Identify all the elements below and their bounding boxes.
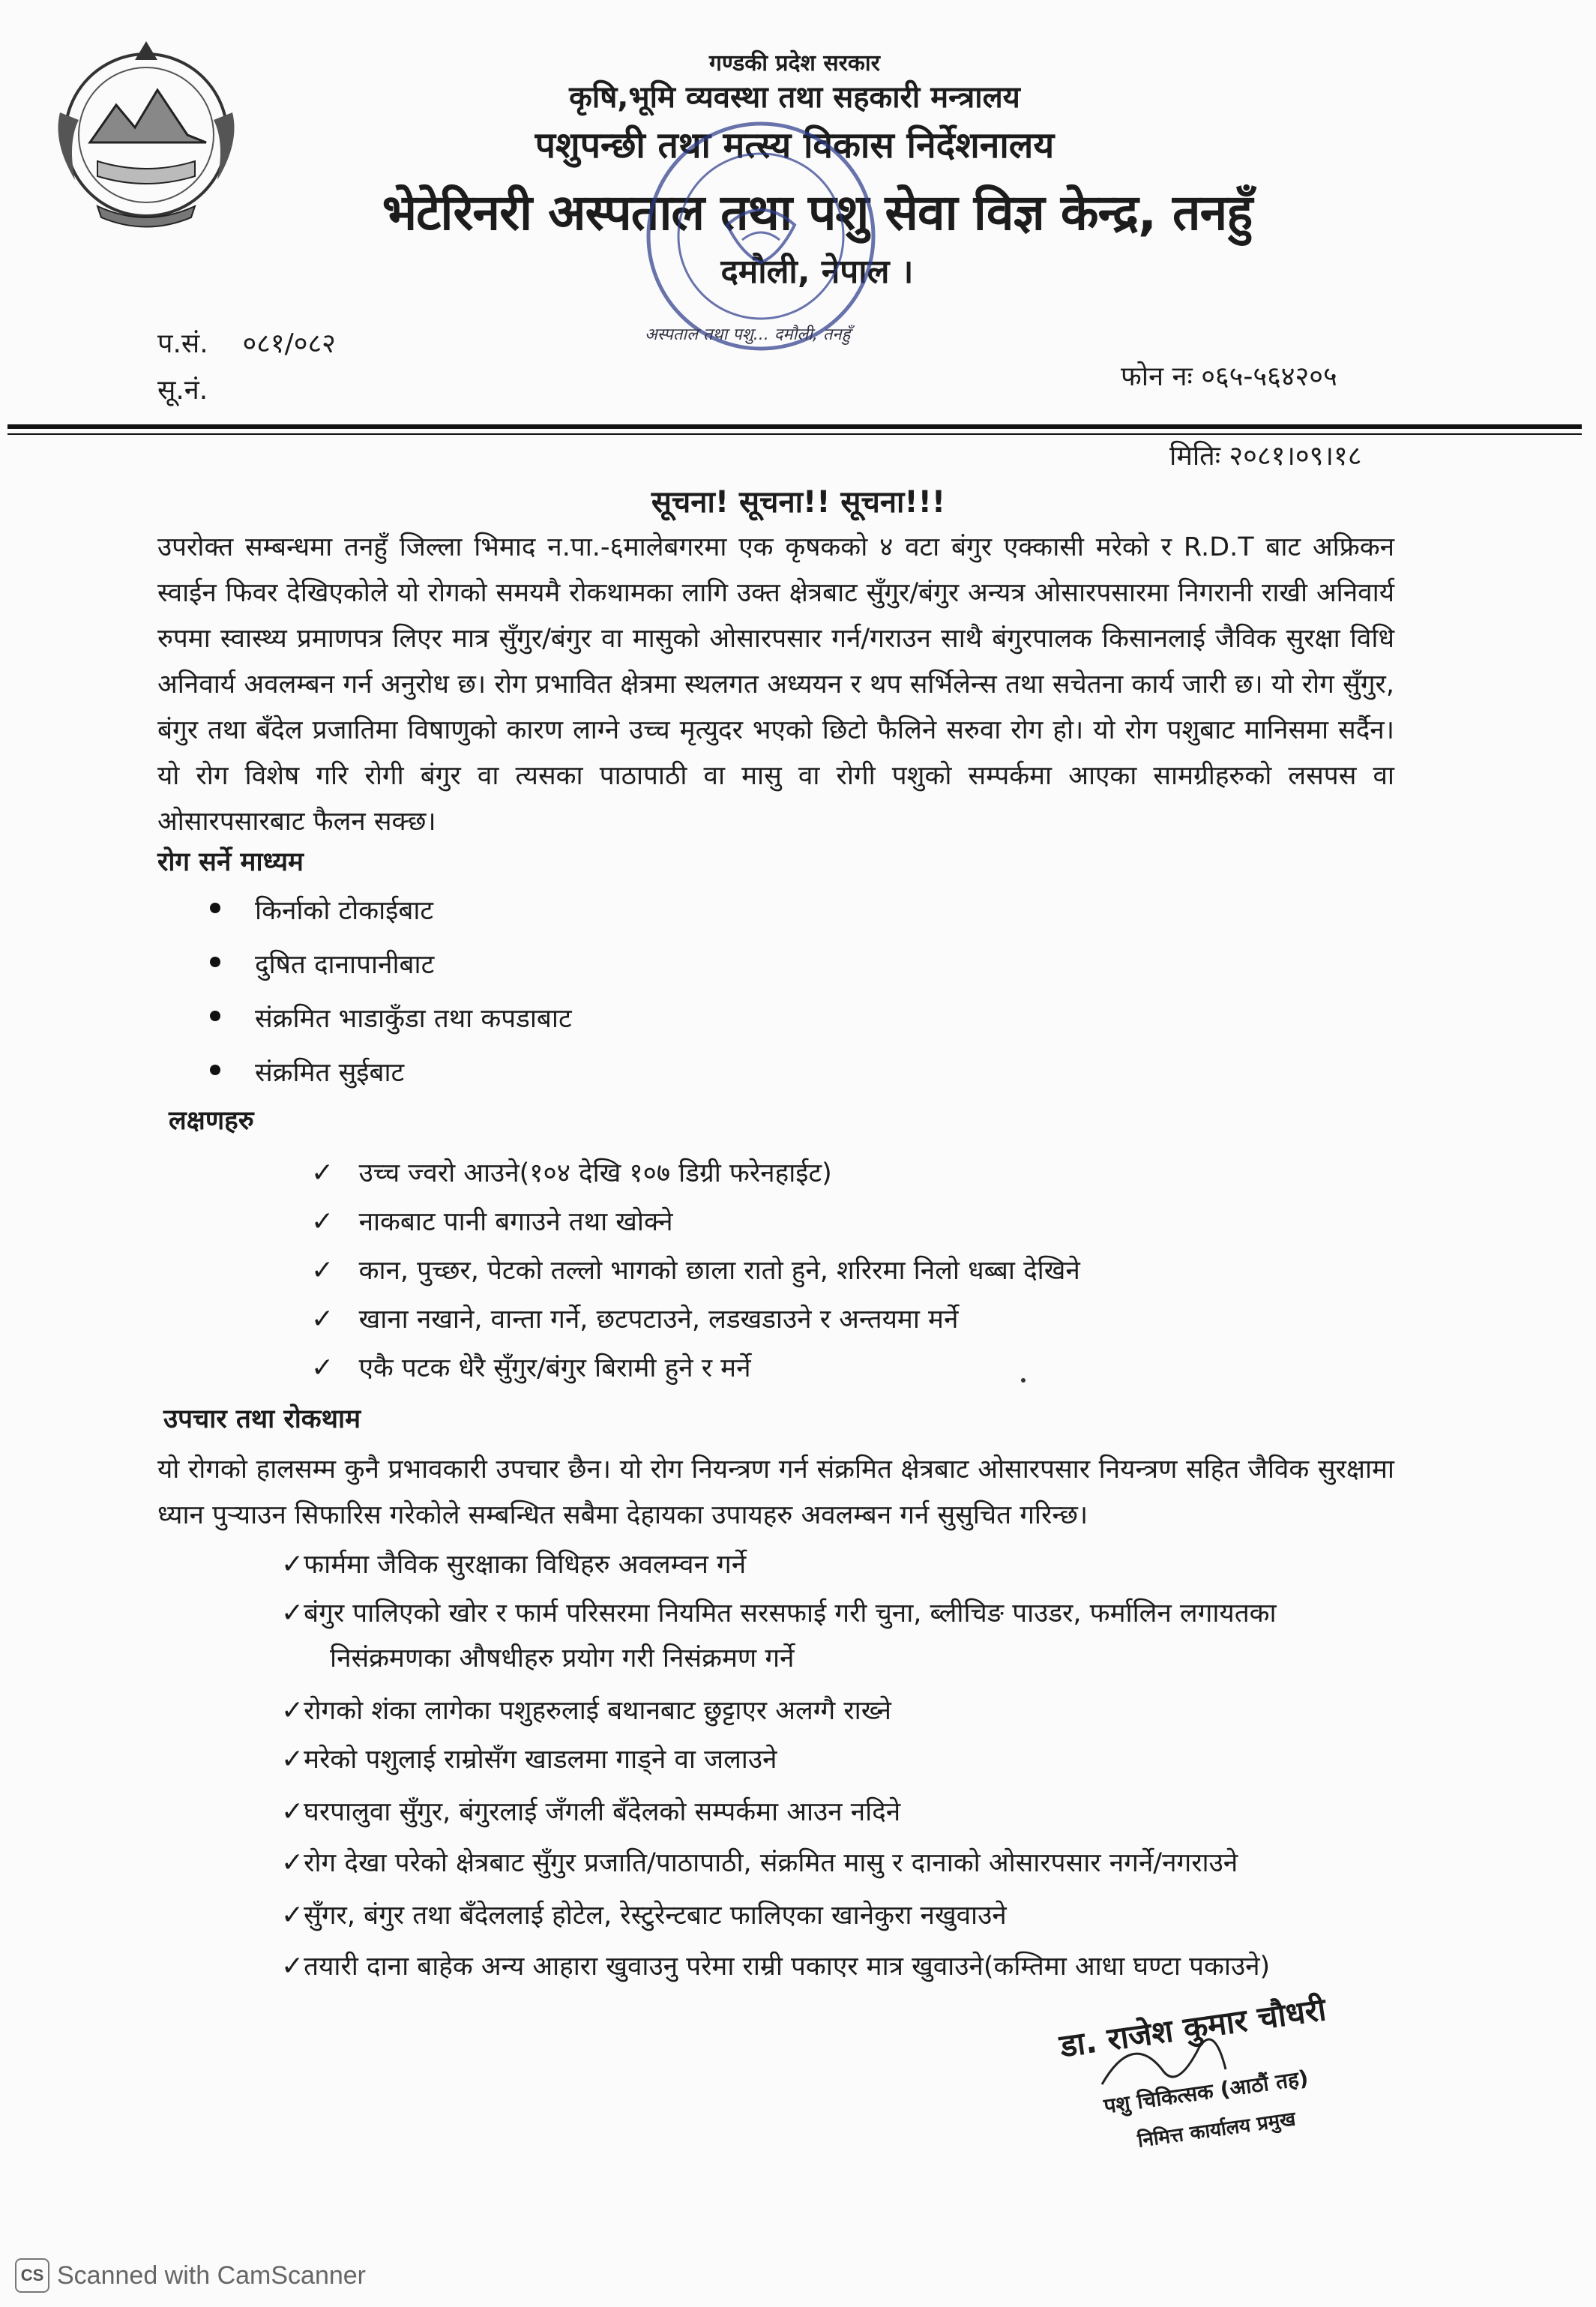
list-item-continuation: निसंक्रमणका औषधीहरु प्रयोग गरी निसंक्रमण गर्ने xyxy=(330,1643,795,1673)
signatory-role: निमित्त कार्यालय प्रमुख xyxy=(1136,2108,1298,2153)
scanner-watermark xyxy=(15,2258,366,2293)
header-divider xyxy=(7,424,1582,429)
checkmark-icon: ✓ xyxy=(281,1951,304,1982)
phone-number: फोन नः ०६५-५६४२०५ xyxy=(1121,361,1337,392)
checkmark-icon: ✓ xyxy=(311,1255,334,1286)
treatment-paragraph: यो रोगको हालसम्म कुनै प्रभावकारी उपचार छैन। यो रोग नियन्त्रण गर्न संक्रमित क्षेत्रबाट ओसारपसार नियन्त्रण सहित जैविक सुरक्षामा ध्यान पुऱ्याउन सिफारिस गरेकोले सम्बन्धित सबैमा देहायका उपायहरु अवलम्बन गर्न सुसुचित गरिन्छ। xyxy=(157,1455,1394,1530)
camscanner-logo-icon: CS xyxy=(15,2258,49,2293)
government-name: गण्डकी प्रदेश सरकार xyxy=(709,50,880,76)
registration-label: सू.नं. xyxy=(157,375,208,406)
notice-title: सूचना! सूचना!! सूचना!!! xyxy=(651,485,946,520)
list-item: ✓ एकै पटक धेरै सुँगुर/बंगुर बिरामी हुने र मर्ने xyxy=(311,1353,751,1383)
list-item: ✓ उच्च ज्वरो आउने(१०४ देखि १०७ डिग्री फरेनहाईट) xyxy=(311,1158,832,1188)
signatory-name: डा. राजेश कुमार चौधरी xyxy=(1057,1991,1328,2065)
checkmark-icon: ✓ xyxy=(281,1900,304,1931)
list-item: ✓मरेको पशुलाई राम्रोसँग खाडलमा गाड्ने वा जलाउने xyxy=(281,1744,777,1775)
intro-paragraph: उपरोक्त सम्बन्धमा तनहुँ जिल्ला भिमाद न.पा.-६मालेबगरमा एक कृषकको ४ वटा बंगुर एक्कासी मरेको र R.D.T बाट अफ्रिकन स्वाईन फिवर देखिएकोले यो रोगको समयमै रोकथामका लागि उक्त क्षेत्रबाट सुँगुर/बंगुर अन्यत्र ओसारपसारमा निगरानी राखी अनिवार्य रुपमा स्वास्थ्य प्रमाणपत्र लिएर मात्र सुँगुर/बंगुर वा मासुको ओसारपसार गर्न/गराउन साथै बंगुरपालक किसानलाई जैविक सुरक्षा विधि अनिवार्य अवलम्बन गर्न अनुरोध छ। रोग प्रभावित क्षेत्रमा स्थलगत अध्ययन र थप सर्भिलेन्स तथा सचेतना कार्य जारी छ। यो रोग सुँगुर, बंगुर तथा बँदेल प्रजातिमा विषाणुको कारण लाग्ने उच्च मृत्युदर भएको छिटो फैलिने सरुवा रोग हो। यो रोग पशुबाट मानिसमा सर्दैन। यो रोग विशेष गरि रोगी बंगुर वा त्यसका पाठापाठी वा मासु वा रोगी पशुको सम्पर्कमा आएका सामग्रीहरुको लसपस वा ओसारपसारबाट फैलन सक्छ। xyxy=(157,532,1394,837)
spread-list: किर्नाको टोकाईबाट दुषित दानापानीबाट संक्रमित भाडाकुँडा तथा कपडाबाट संक्रमित सुईबाट xyxy=(210,892,1334,1087)
list-item: ✓तयारी दाना बाहेक अन्य आहारा खुवाउनु परेमा राम्री पकाएर मात्र खुवाउने(कम्तिमा आधा घण्टा पकाउने) xyxy=(281,1951,1271,1982)
list-item: ✓घरपालुवा सुँगुर, बंगुरलाई जँगली बँदेलको सम्पर्कमा आउन नदिने xyxy=(281,1796,901,1827)
checkmark-icon: ✓ xyxy=(281,1695,304,1726)
checkmark-icon: ✓ xyxy=(311,1353,334,1383)
list-item: ✓ खाना नखाने, वान्ता गर्ने, छटपटाउने, लडखडाउने र अन्तयमा मर्ने xyxy=(311,1304,959,1335)
checkmark-icon: ✓ xyxy=(311,1206,334,1237)
signatory-title: पशु चिकित्सक (आठौं तह) xyxy=(1102,2065,1310,2119)
list-item: ✓सुँगर, बंगुर तथा बँदेललाई होटेल, रेस्टुरेन्टबाट फालिएका खानेकुरा नखुवाउने xyxy=(281,1900,1007,1931)
bullet-icon xyxy=(210,903,220,913)
bullet-icon xyxy=(210,1011,220,1021)
checkmark-icon: ✓ xyxy=(281,1549,304,1580)
header-divider-thin xyxy=(7,433,1582,435)
ink-dot xyxy=(1021,1378,1026,1383)
reference-number xyxy=(157,324,336,361)
office-name: भेटेरिनरी अस्पताल तथा पशु सेवा विज्ञ केन्द्र, तनहुँ xyxy=(382,184,1253,241)
checkmark-icon: ✓ xyxy=(281,1796,304,1827)
list-item: ✓ कान, पुच्छर, पेटको तल्लो भागको छाला रातो हुने, शरिरमा निलो धब्बा देखिने xyxy=(311,1255,1080,1286)
treatment-heading: उपचार तथा रोकथाम xyxy=(163,1404,361,1434)
spread-heading: रोग सर्ने माध्यम xyxy=(157,847,304,877)
list-item: ✓फार्ममा जैविक सुरक्षाका विधिहरु अवलम्वन गर्ने xyxy=(281,1549,747,1580)
checkmark-icon: ✓ xyxy=(281,1744,304,1775)
reference-label: प.सं. xyxy=(157,328,208,359)
symptoms-heading: लक्षणहरु xyxy=(169,1106,254,1136)
checkmark-icon: ✓ xyxy=(281,1847,304,1878)
list-item: ✓बंगुर पालिएको खोर र फार्म परिसरमा नियमित सरसफाई गरी चुना, ब्लीचिङ पाउडर, फर्मालिन लगायतका xyxy=(281,1598,1277,1628)
document-date: मितिः २०८१।०९।१८ xyxy=(1169,441,1362,472)
bullet-icon xyxy=(210,1065,220,1075)
reference-value: ०८१/०८२ xyxy=(242,328,336,359)
checkmark-icon: ✓ xyxy=(311,1158,334,1188)
list-item: ✓ नाकबाट पानी बगाउने तथा खोक्ने xyxy=(311,1206,673,1237)
directorate-name: पशुपन्छी तथा मत्स्य विकास निर्देशनालय xyxy=(534,124,1055,166)
checkmark-icon: ✓ xyxy=(281,1598,304,1628)
checkmark-icon: ✓ xyxy=(311,1304,334,1335)
bullet-icon xyxy=(210,957,220,967)
ministry-name: कृषि,भूमि व्यवस्था तथा सहकारी मन्त्रालय xyxy=(569,80,1020,115)
office-address: दमौली, नेपाल । xyxy=(720,253,914,291)
list-item: ✓रोगको शंका लागेका पशुहरुलाई बथानबाट छुट्टाएर अलग्गै राख्ने xyxy=(281,1695,891,1726)
stamp-caption: अस्पताल तथा पशु... दमौली, तनहुँ xyxy=(645,325,851,344)
scanner-text: Scanned with CamScanner xyxy=(57,2261,367,2290)
list-item: ✓रोग देखा परेको क्षेत्रबाट सुँगुर प्रजाति/पाठापाठी, संक्रमित मासु र दानाको ओसारपसार नगर्ने/नगराउने xyxy=(281,1847,1238,1878)
